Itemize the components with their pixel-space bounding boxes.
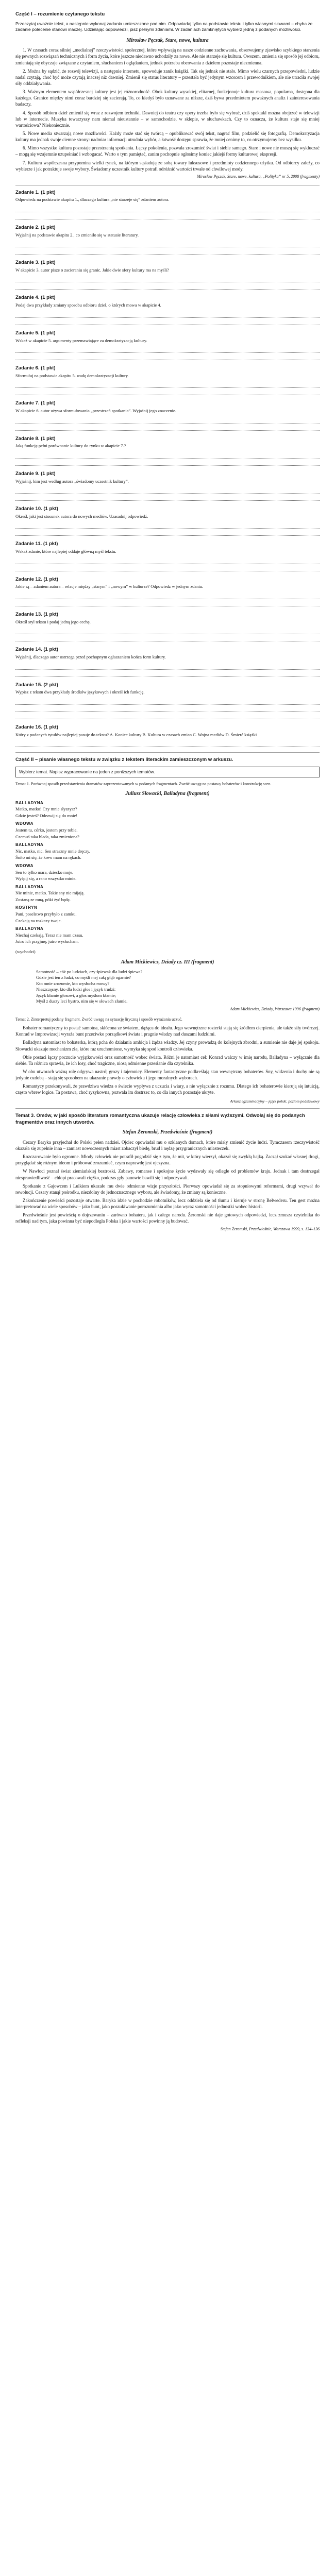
speaker-name: BALLADYNA [15,842,44,848]
paragraph: Obie postaci łączy poczucie wyjątkowości oraz samotność wobec świata. Różni je natomiast cel: Konrad walczy w imię narodu, Balladyna – wyłącznie dla siebie. Ta różnica sprawia, że ich losy, choć tragiczne, niosą odmienne przesłanie dla czytelnika. [15,1054,320,1066]
poem-verse: Język kłamie głosowi, a głos myślom kłamie; [36,992,116,998]
paragraph: W Nawłoci poznał świat ziemiańskiej beztroski. Zabawy, romanse i spokojne życie wydawały się odległe od problemów kraju. Jednak i tam dostrzegał niesprawiedliwość – chłopi pracowali ciężko, podczas gdy panowie bawili się i odpoczywali. [15,1168,320,1180]
task-label: Zadanie 1. (1 pkt) [15,189,56,195]
answer-line[interactable] [15,205,320,212]
paragraph: 1. W czasach coraz silniej „medialnej” rzeczywistości społecznej, które wpływają na nasze codzienne zachowania, obserwujemy zjawisko szybkiego starzenia się pewnych rozwiązań technicznych i form życia, które jeszcze niedawno uchodziły za nowe. Ale nie starzeje się kultura. Owszem, zmienia się sposób jej odbioru, zmieniają się obyczaje związane z czytaniem, słuchaniem i oglądaniem, jednak potrzeba obcowania z dziełem pozostaje niezmienna. [15,47,320,65]
answer-line[interactable] [15,459,320,466]
novel-title: Stefan Żeromski, Przedwiośnie (fragment) [122,1129,213,1136]
task-question: Wskaż zdanie, które najlepiej oddaje główną myśl tekstu. [15,549,116,554]
paragraph: 2. Można by sądzić, że rozwój telewizji, a następnie internetu, spowoduje zanik książki. Tak się jednak nie stało. Mimo wielu czarnych przepowiedni, ludzie nadal czytają, choć być może czytają inaczej niż dawniej. Zmienił się status literatury – przestała być jedynym wzorcem i przewodnikiem, ale nie utraciła swojej siły oddziaływania. [15,68,320,86]
answer-area[interactable] [15,627,320,641]
speaker-name: BALLADYNA [15,926,44,931]
paragraph: 6. Mimo wszystko kultura pozostaje przestrzenią spotkania. Łączy pokolenia, pozwala zrozumieć świat i siebie samego. Stare i nowe nie muszą się wykluczać – mogą się wzajemnie uzupełniać i wzbogacać. Warto o tym pamiętać, zanim pochopnie ogłosimy koniec jakiejś formy kulturowej ekspresji. [15,145,320,157]
reading-text-title: Mirosław Pęczak, Stare, nowe, kultura [126,37,209,43]
answer-area[interactable] [15,205,320,219]
speaker-name: BALLADYNA [15,884,44,889]
poem-fragment [36,969,320,1005]
part1-heading: Część I – rozumienie czytanego tekstu [15,11,105,17]
dialogue-line: Niechaj czekają. Teraz nie mam czasu. [15,932,83,938]
paragraph: Zakończenie powieści pozostaje otwarte. Baryka idzie w pochodzie robotników, lecz oddziela się od tłumu i kieruje w stronę Belwederu. Ten gest można interpretować na wiele sposobów – jako bunt, jako poszukiwanie porozumienia albo jako wyraz samotności jednostki wobec historii. [15,1197,320,1210]
answer-line[interactable] [15,712,320,719]
answer-line[interactable] [15,451,320,459]
novel-source: Stefan Żeromski, Przedwiośnie, Warszawa 1999, s. 134–136 [220,1226,320,1231]
part3-section [15,1113,320,1232]
task-5 [15,330,320,360]
answer-area[interactable] [15,451,320,466]
task-15 [15,682,320,719]
task-label: Zadanie 6. (1 pkt) [15,365,56,371]
dialogue-line: Matko, matko! Czy mnie słyszysz? [15,806,77,812]
answer-area[interactable] [15,592,320,606]
answer-line[interactable] [15,529,320,536]
paragraph: 3. Ważnym elementem współczesnej kultury jest jej różnorodność. Obok kultury wysokiej, elitarnej, funkcjonuje kultura masowa, popularna, dostępna dla każdego. Granice między nimi coraz bardziej się zacierają. To, co kiedyś było uznawane za niższe, dziś bywa przedmiotem poważnych analiz i zainteresowania badaczy. [15,89,320,107]
task-6 [15,365,320,395]
answer-line[interactable] [15,240,320,247]
dialogue-line: Gdzie jesteś? Odezwij się do mnie! [15,812,78,818]
paragraph: Romantycy przekonywali, że prawdziwa wiedza o świecie wypływa z uczucia i wiary, a nie wyłącznie z rozumu. Dlatego ich bohaterowie kierują się intuicją, często wbrew logice. Ta postawa, choć ryzykowna, pozwala im dostrzec to, co dla innych pozostaje ukryte. [15,1083,320,1095]
answer-line[interactable] [15,353,320,360]
paragraph: Balladyna natomiast to bohaterka, którą pcha do działania ambicja i żądza władzy. Jej czyny prowadzą do kolejnych zbrodni, a sumienie nie daje jej spokoju. Słowacki ukazuje mechanizm zła, które raz uruchomione, wymyka się spod kontroli człowieka. [15,1040,320,1052]
answer-area[interactable] [15,698,320,719]
dialogue-line: Jutro ich przyjmę, jutro wysłucham. [15,939,79,944]
dialogue-line: Czekają na rozkazy twoje. [15,918,62,923]
answer-line[interactable] [15,318,320,325]
answer-area[interactable] [15,663,320,677]
answer-line[interactable] [15,381,320,388]
task-12 [15,577,320,606]
part2-instruction-box [15,767,320,777]
drama-title: Juliusz Słowacki, Balladyna (fragment) [125,791,210,797]
part2-text [15,1025,320,1095]
task-question: W akapicie 6. autor używa sformułowania „przestrzeń spotkania”. Wyjaśnij jego znaczenie. [15,408,176,414]
part2-instruction: Wybierz temat. Napisz wypracowanie na jeden z poniższych tematów. [19,769,155,774]
answer-area[interactable] [15,381,320,395]
poem-verse: Myśl z duszy leci bystro, nim się w słowach złamie. [36,998,128,1004]
task-question: Sformułuj na podstawie akapitu 5. wadę demokratyzacji kultury. [15,372,129,378]
task-label: Zadanie 12. (1 pkt) [15,576,58,582]
answer-area[interactable] [15,346,320,360]
dialogue-line: Wyśpij się, a rano wszystko minie. [15,876,77,882]
answer-line[interactable] [15,670,320,677]
paragraph: Przedwiośnie jest powieścią o dojrzewaniu – zarówno bohatera, jak i całego narodu. Żeromski nie daje gotowych odpowiedzi, lecz zmusza czytelnika do refleksji nad tym, jaka powinna być niepodległa Polska i jakie wartości powinny ją budować. [15,1212,320,1224]
task-label: Zadanie 9. (1 pkt) [15,470,56,477]
topic-2: Temat 2. Zinterpretuj podany fragment. Zwróć uwagę na sytuację liryczną i sposób wyrażania uczuć. [15,1017,182,1022]
task-16 [15,724,320,747]
task-11 [15,541,320,571]
paragraph: W obu utworach ważną rolę odgrywa nastrój grozy i tajemnicy. Elementy fantastyczne podkreślają stan wewnętrzny bohaterów. Sny, widzenia i duchy nie są jedynie ozdobą – stają się sposobem na ukazanie prawdy o człowieku i jego moralnych wyborach. [15,1069,320,1081]
answer-line[interactable] [15,627,320,634]
drama-fragment [15,801,320,945]
dialogue-line: Pani, poselstwo przybyło z zamku. [15,911,77,917]
answer-area[interactable] [15,521,320,536]
task-label: Zadanie 4. (1 pkt) [15,295,56,301]
answer-line[interactable] [15,705,320,712]
answer-line[interactable] [15,740,320,747]
task-question: Wyjaśnij na podstawie akapitu 2., co zmieniło się w statusie literatury. [15,232,139,238]
task-10 [15,506,320,536]
poem-verse: Samotność – cóż po ludziach, czy śpiewak dla ludzi śpiewa? [36,969,143,974]
answer-line[interactable] [15,416,320,423]
reading-text [15,47,320,172]
poem-verse: Nieszczęsny, kto dla ludzi głos i język trudzi: [36,987,116,992]
answer-line[interactable] [15,698,320,705]
speaker-name: WDOWA [15,821,34,826]
dialogue-line: Czemuś taka blada, taka zmieniona? [15,834,79,839]
speaker-name: BALLADYNA [15,800,44,805]
part1-instruction: Przeczytaj uważnie tekst, a następnie wykonaj zadania umieszczone pod nim. Odpowiadaj tylko na podstawie tekstu i tylko własnymi słowami – chyba że zadanie polecenie stanowi inaczej. Udzielając odpowiedzi, pisz pełnymi zdaniami. W zadaniach zamkniętych wybierz jedną z podanych możliwości. [15,21,313,32]
task-label: Zadanie 5. (1 pkt) [15,330,56,336]
task-label: Zadanie 3. (1 pkt) [15,260,56,266]
page-footer: Arkusz egzaminacyjny – język polski, poziom podstawowy [230,1098,320,1104]
answer-line[interactable] [15,599,320,606]
task-8 [15,436,320,466]
poem-verse: Kto mnie zrozumie, kto wysłucha mowy? [36,980,110,986]
task-question: Wskaż w akapicie 5. argumenty przemawiające za demokratyzacją kultury. [15,337,147,343]
answer-line[interactable] [15,346,320,353]
answer-line[interactable] [15,521,320,529]
answer-line[interactable] [15,388,320,395]
topic-3: Temat 3. Omów, w jaki sposób literatura romantyczna ukazuje relację człowieka z siłami wyższymi. Odwołaj się do podanych fragmentów oraz innych utworów. [15,1112,305,1125]
task-question: Który z podanych tytułów najlepiej pasuje do tekstu? A. Koniec kultury B. Kultura w czasach zmian C. Wojna mediów D. Śmierć książki [15,732,257,737]
answer-area[interactable] [15,557,320,571]
answer-line[interactable] [15,311,320,318]
answer-area[interactable] [15,240,320,255]
divider [15,752,320,753]
exam-sheet [0,0,335,1258]
answer-area[interactable] [15,740,320,747]
stage-direction: (wychodzi) [15,948,36,954]
task-question: Odpowiedz na podstawie akapitu 1., dlaczego kultura „nie starzeje się” zdaniem autora. [15,197,170,202]
task-question: Wypisz z tekstu dwa przykłady środków językowych i określ ich funkcję. [15,689,145,695]
task-question: W akapicie 3. autor pisze o zacieraniu się granic. Jakie dwie sfery kultury ma na myśli? [15,267,169,273]
task-question: Wyjaśnij, dlaczego autor ostrzega przed pochopnym ogłaszaniem końca form kultury. [15,654,166,660]
task-label: Zadanie 15. (2 pkt) [15,682,58,688]
poem-title: Adam Mickiewicz, Dziady cz. III (fragment) [121,959,214,965]
task-label: Zadanie 8. (1 pkt) [15,435,56,442]
task-label: Zadanie 16. (1 pkt) [15,724,58,730]
dialogue-line: Jestem tu, córko, jestem przy tobie. [15,827,78,833]
task-label: Zadanie 7. (1 pkt) [15,400,56,406]
reading-text-source: Mirosław Pęczak, Stare, nowe, kultura, „Polityka” nr 5, 2008 (fragmenty) [196,174,320,179]
topic-1: Temat 1. Porównaj sposób przedstawienia dramatów zaprezentowanych w podanych fragmentach. Zwróć uwagę na postawy bohaterów i konstrukcję scen. [15,782,272,787]
answer-line[interactable] [15,247,320,255]
paragraph: 7. Kultura współczesna przypomina wielki rynek, na którym sąsiadują ze sobą towary luksusowe i przedmioty codziennego użytku. Od odbiorcy zależy, co wybierze i jak potraktuje swoje wybory. Świadomy uczestnik kultury potrafi odróżnić wartości trwałe od chwilowej mody. [15,160,320,172]
paragraph: Spotkanie z Gajowcem i Lulkiem ukazało mu dwie odmienne wizje przyszłości. Pierwszy opowiadał się za stopniowymi reformami, drugi wzywał do rewolucji. Cezary stanął pośrodku, niezdolny do jednoznacznego wyboru, ale świadomy, że zmiany są konieczne. [15,1183,320,1195]
answer-line[interactable] [15,564,320,571]
speaker-name: KOSTRYN [15,905,38,910]
poem-source: Adam Mickiewicz, Dziady, Warszawa 1996 (fragment) [230,1006,320,1011]
part2-section [15,757,320,1104]
answer-area[interactable] [15,416,320,431]
paragraph: Rozczarowanie było ogromne. Młody człowiek nie potrafił pogodzić się z tym, że mit, w który wierzył, okazał się zwykłą bajką. Zaczął szukać własnej drogi, przyglądać się różnym ideom i próbować zrozumieć, czym naprawdę jest ojczyzna. [15,1154,320,1166]
answer-line[interactable] [15,663,320,670]
dialogue-line: Zostaną ze mną, póki żyć będę. [15,896,71,902]
task-question: Wyjaśnij, kim jest według autora „świadomy uczestnik kultury”. [15,478,129,484]
answer-line[interactable] [15,557,320,564]
task-question: Jaką funkcję pełni porównanie kultury do rynku w akapicie 7.? [15,443,126,449]
dialogue-line: Nic, matko, nic. Sen straszny mnie dręczy. [15,848,90,854]
task-label: Zadanie 11. (1 pkt) [15,541,58,547]
task-label: Zadanie 2. (1 pkt) [15,224,56,230]
task-question: Podaj dwa przykłady zmiany sposobu odbioru dzieł, o których mowa w akapicie 4. [15,302,161,308]
paragraph: 4. Sposób odbioru dzieł zmienił się wraz z rozwojem techniki. Dawniej do teatru czy opery trzeba było się wybrać, dziś spektakl można obejrzeć w telewizji lub w internecie. Muzyka towarzyszy nam niemal nieustannie – w samochodzie, w sklepie, w słuchawkach. Czy to oznacza, że kultura staje się mniej wartościowa? Niekoniecznie. [15,110,320,128]
task-4 [15,295,320,325]
task-7 [15,400,320,430]
paragraph: Bohater romantyczny to postać samotna, skłócona ze światem, dążąca do ideału. Jego wewnętrzne rozterki stają się źródłem cierpienia, ale także siły twórczej. Konrad w Improwizacji wyraża bunt przeciwko porządkowi świata i pragnie władzy nad duszami ludzkimi. [15,1025,320,1037]
task-2 [15,225,320,255]
poem-verse: Gdzie jest ten z ludzi, co myśli mej całą głąb ogarnie? [36,975,131,980]
task-list [15,190,320,748]
answer-line[interactable] [15,634,320,641]
task-14 [15,647,320,676]
answer-line[interactable] [15,592,320,599]
task-3 [15,260,320,290]
task-9 [15,471,320,501]
task-question: Określ styl tekstu i podaj jedną jego cechę. [15,619,91,624]
dialogue-line: Nie minie, matko. Takie sny nie mijają. [15,890,85,896]
answer-line[interactable] [15,486,320,494]
answer-line[interactable] [15,275,320,282]
task-label: Zadanie 13. (1 pkt) [15,611,58,617]
task-13 [15,612,320,641]
dialogue-line: Sen to tylko mara, dziecko moje. [15,869,74,875]
answer-area[interactable] [15,486,320,501]
novel-text [15,1139,320,1225]
task-label: Zadanie 10. (1 pkt) [15,506,58,512]
dialogue-line: Śniło mi się, że krew mam na rękach. [15,855,81,860]
answer-line[interactable] [15,423,320,431]
task-label: Zadanie 14. (1 pkt) [15,647,58,653]
paragraph: Cezary Baryka przyjechał do Polski pełen nadziei. Ojciec opowiadał mu o szklanych domach, które miały zmienić życie ludzi. Tymczasem rzeczywistość okazała się zupełnie inna – zamiast nowoczesnych miast zobaczył biedę, brud i nędzę przygranicznych miasteczek. [15,1139,320,1151]
task-question: Określ, jaki jest stosunek autora do nowych mediów. Uzasadnij odpowiedź. [15,513,148,519]
answer-area[interactable] [15,311,320,325]
task-question: Jakie są – zdaniem autora – relacje między „starym” i „nowym” w kulturze? Odpowiedz w jednym zdaniu. [15,584,204,589]
answer-area[interactable] [15,275,320,290]
part1-section [15,11,320,180]
task-1 [15,190,320,219]
divider [15,1108,320,1109]
answer-line[interactable] [15,282,320,290]
answer-line[interactable] [15,212,320,219]
speaker-name: WDOWA [15,863,34,868]
answer-line[interactable] [15,494,320,501]
paragraph: 5. Nowe media stwarzają nowe możliwości. Każdy może stać się twórcą – opublikować swój tekst, nagrać film, podzielić się fotografią. Demokratyzacja kultury ma jednak swoje ciemne strony: nadmiar informacji utrudnia wybór, a łatwość dostępu sprawia, że mniej cenimy to, co otrzymujemy bez wysiłku. [15,130,320,143]
part2-heading: Część II – pisanie własnego tekstu w związku z tekstem literackim zamieszczonym w arkuszu. [15,757,233,763]
